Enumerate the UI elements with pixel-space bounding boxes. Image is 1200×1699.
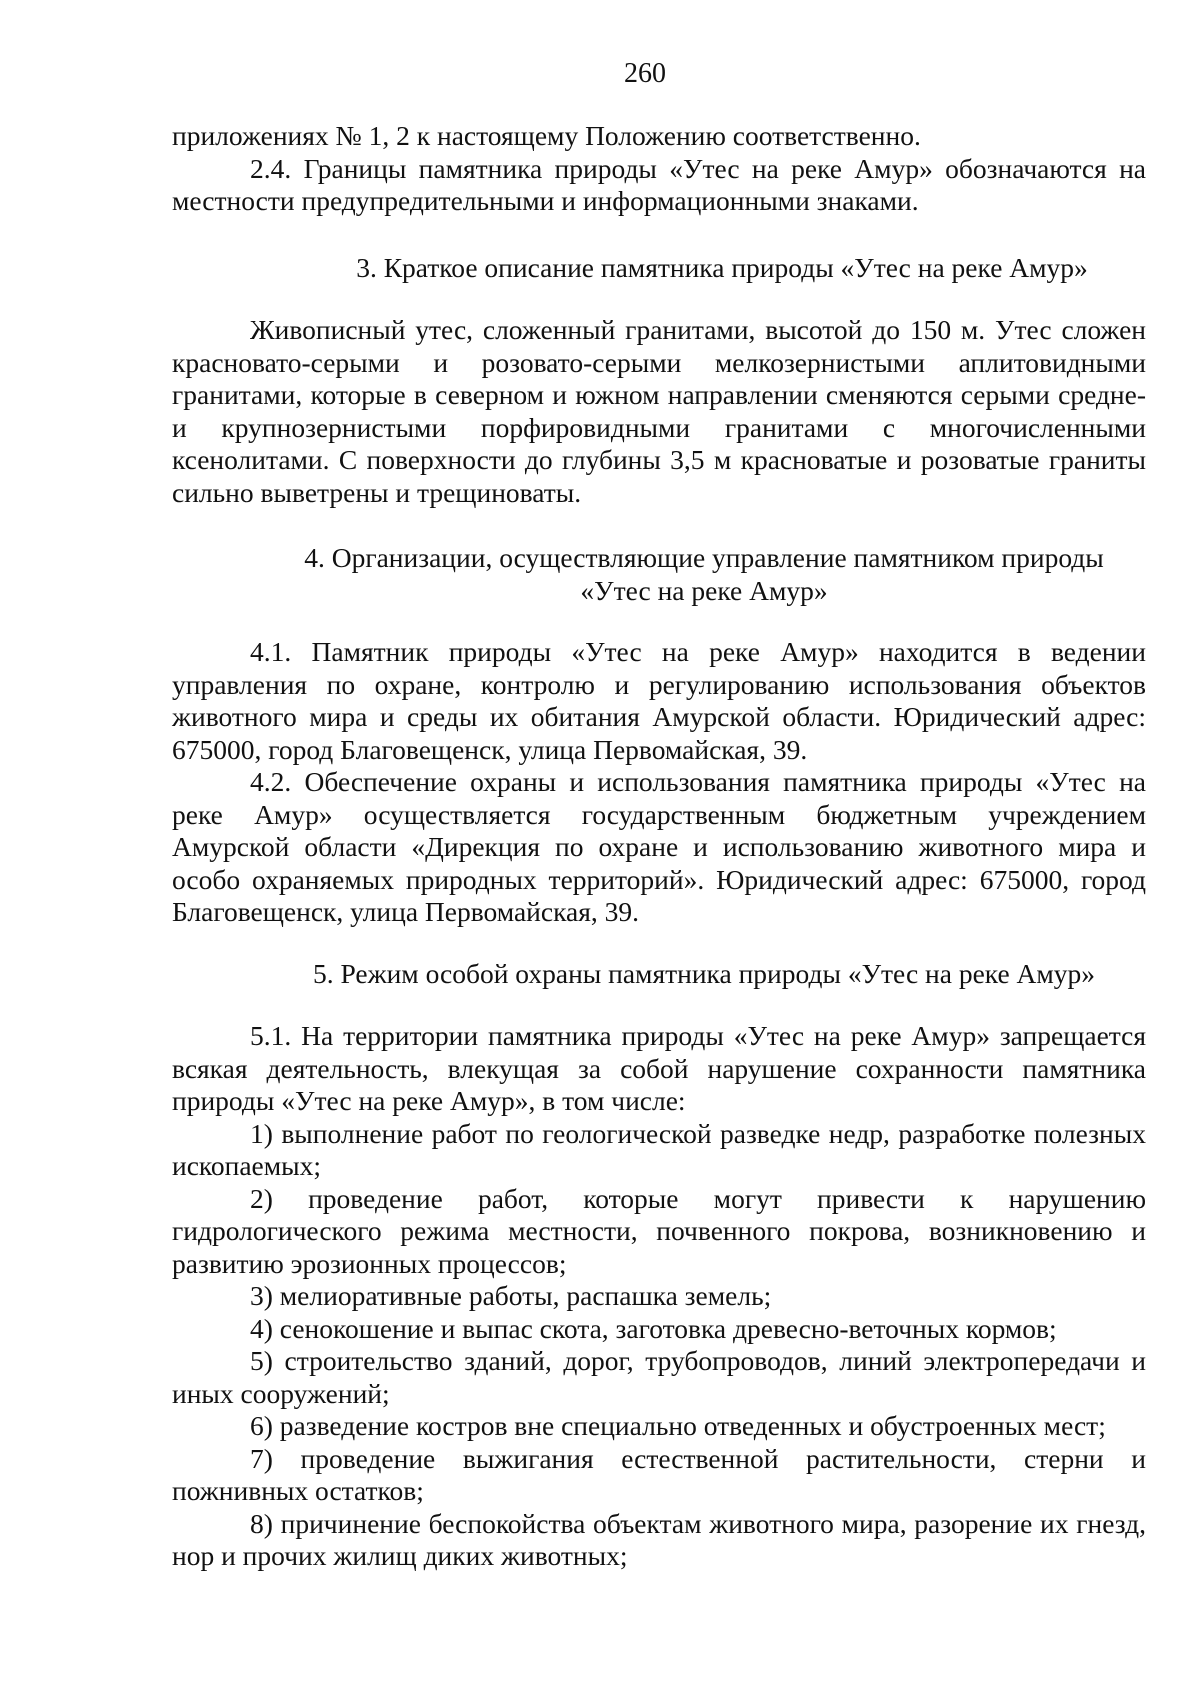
page-number: 260 xyxy=(624,58,666,89)
section-4-heading-line2: «Утес на реке Амур» xyxy=(580,574,828,606)
section-4-heading-wrap xyxy=(172,542,1146,607)
list-item-3: 3) мелиоративные работы, распашка земель; xyxy=(250,1280,772,1311)
section-5-heading-wrap xyxy=(172,958,1146,991)
paragraph-4-1: 4.1. Памятник природы «Утес на реке Амур» находится в ведении управления по охране, контролю и регулированию использования объектов животного мира и среды их обитания Амурской области. Юридический адрес: 675000, город Благовещенск, улица Первомайская, 39. xyxy=(172,636,1146,765)
paragraph-description: Живописный утес, сложенный гранитами, высотой до 150 м. Утес сложен красновато-серыми и розовато-серыми мелкозернистыми аплитовидными гранитами, которые в северном и южном направлении сменяются серыми средне- и крупнозернистыми порфировидными гранитами с многочисленными ксенолитами. С поверхности до глубины 3,5 м красноватые и розоватые граниты сильно выветрены и трещиноваты. xyxy=(172,314,1146,508)
section-4-heading-line1: 4. Организации, осуществляющие управление памятником природы xyxy=(304,542,1104,573)
paragraph-continuation: приложениях № 1, 2 к настоящему Положению соответственно. xyxy=(172,120,921,151)
paragraph-4-2: 4.2. Обеспечение охраны и использования памятника природы «Утес на реке Амур» осуществляется государственным бюджетным учреждением Амурской области «Дирекция по охране и использованию животного мира и особо охраняемых природных территорий». Юридический адрес: 675000, город Благовещенск, улица Первомайская, 39. xyxy=(172,766,1146,927)
list-item-5: 5) строительство зданий, дорог, трубопроводов, линий электропередачи и иных сооружений; xyxy=(172,1345,1146,1409)
list-item-7: 7) проведение выжигания естественной растительности, стерни и пожнивных остатков; xyxy=(172,1442,1146,1506)
section-5-heading: 5. Режим особой охраны памятника природы «Утес на реке Амур» xyxy=(312,958,1096,989)
section-5-body xyxy=(172,1020,1146,1573)
list-item-1: 1) выполнение работ по геологической разведке недр, разработке полезных ископаемых; xyxy=(172,1117,1146,1181)
list-item-4: 4) сенокошение и выпас скота, заготовка древесно-веточных кормов; xyxy=(250,1312,1057,1344)
section-3-heading-wrap xyxy=(172,252,1200,285)
list-item-6: 6) разведение костров вне специально отведенных и обустроенных мест; xyxy=(250,1410,1106,1441)
paragraph-2-4: 2.4. Границы памятника природы «Утес на реке Амур» обозначаются на местности предупредительными и информационными знаками. xyxy=(172,152,1146,216)
intro-block xyxy=(172,120,1146,218)
section-4-body xyxy=(172,636,1146,929)
section-3-heading: 3. Краткое описание памятника природы «Утес на реке Амур» xyxy=(356,252,1088,283)
section-3-body xyxy=(172,314,1146,509)
list-item-8: 8) причинение беспокойства объектам животного мира, разорение их гнезд, нор и прочих жилищ диких животных; xyxy=(172,1507,1146,1571)
paragraph-5-1: 5.1. На территории памятника природы «Утес на реке Амур» запрещается всякая деятельность, влекущая за собой нарушение сохранности памятника природы «Утес на реке Амур», в том числе: xyxy=(172,1020,1146,1116)
list-item-2: 2) проведение работ, которые могут привести к нарушению гидрологического режима местности, почвенного покрова, возникновению и развитию эрозионных процессов; xyxy=(172,1182,1146,1279)
